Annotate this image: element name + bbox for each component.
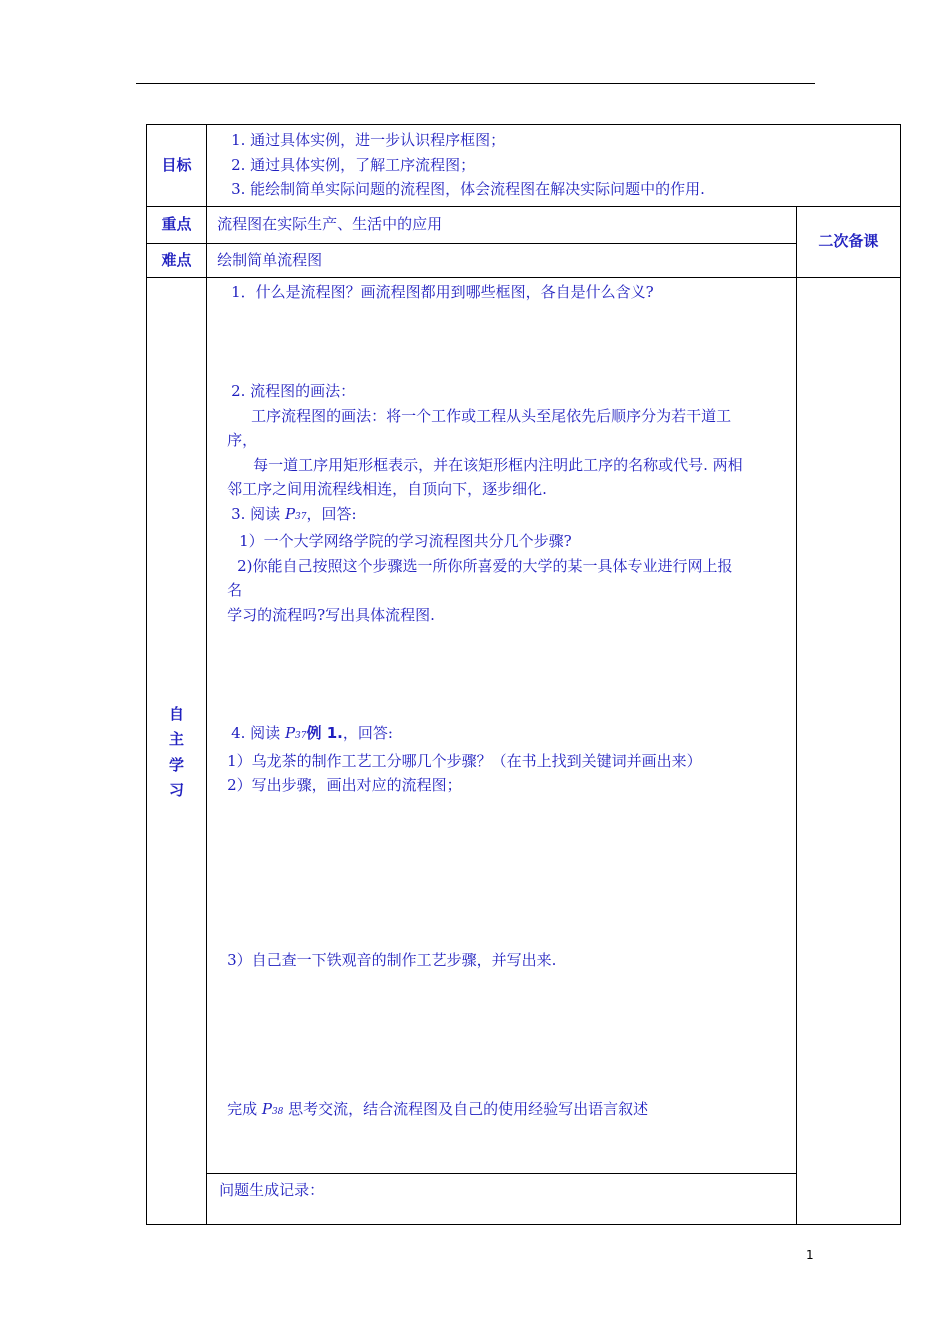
question-2-line: 邻工序之间用流程线相连，自顶向下，逐步细化. — [227, 480, 547, 498]
goals-label: 目标 — [147, 125, 207, 207]
question-3-title — [217, 502, 788, 530]
self-study-char: 学 — [169, 755, 185, 774]
question-2-line: 序， — [227, 431, 258, 449]
second-prep-label: 二次备课 — [796, 206, 900, 277]
goal-item: 1. 通过具体实例，进一步认识程序框图； — [231, 131, 506, 149]
complete-suffix: 思考交流，结合流程图及自己的使用经验写出语言叙述 — [283, 1100, 649, 1118]
question-3-2-line: 名 — [227, 581, 243, 599]
complete-page-num: 38 — [271, 1107, 284, 1117]
complete-page-letter: P — [261, 1100, 272, 1118]
question-4-3: 3）自己查一下铁观音的制作工艺步骤，并写出来. — [227, 950, 557, 969]
questions-record-label: 问题生成记录： — [207, 1174, 797, 1224]
question-2-line: 工序流程图的画法：将一个工作或工程从头至尾依先后顺序分为若干道工 — [251, 406, 732, 425]
difficulty-label: 难点 — [147, 243, 207, 277]
q4-suffix: ，回答: — [342, 724, 393, 742]
difficulty-row — [147, 243, 901, 277]
question-2-title: 2. 流程图的画法： — [231, 382, 356, 400]
lesson-plan-table — [146, 124, 901, 1225]
goal-item: 3. 能绘制简单实际问题的流程图，体会流程图在解决实际问题中的作用. — [231, 180, 705, 198]
goals-content — [207, 125, 901, 207]
self-study-char: 习 — [169, 781, 185, 799]
complete-prefix: 完成 — [227, 1100, 262, 1118]
self-study-content — [207, 277, 797, 1174]
q3-page-num: 37 — [295, 511, 307, 522]
goal-item: 2. 通过具体实例，了解工序流程图； — [231, 155, 476, 174]
question-2-line: 每一道工序用矩形框表示，并在该矩形框内注明此工序的名称或代号. 两相 — [253, 455, 743, 474]
q3-prefix: 3. 阅读 — [231, 504, 285, 523]
key-point-text: 流程图在实际生产、生活中的应用 — [207, 206, 797, 243]
self-study-char: 主 — [169, 730, 185, 748]
question-3-2-line: 2)你能自己按照这个步骤选一所你所喜爱的大学的某一具体专业进行网上报 — [237, 556, 733, 575]
q4-page-num: 37 — [295, 731, 307, 741]
complete-exercise — [217, 1097, 788, 1125]
self-study-row — [147, 277, 901, 1174]
second-prep-area — [796, 277, 900, 1224]
page-number: 1 — [806, 1248, 814, 1262]
question-3-1: 1）一个大学网络学院的学习流程图共分几个步骤? — [239, 532, 572, 550]
q4-prefix: 4. 阅读 — [231, 724, 285, 742]
header-rule — [136, 83, 815, 84]
q3-suffix: ，回答: — [306, 504, 357, 523]
question-3-2-line: 学习的流程吗?写出具体流程图. — [227, 605, 435, 624]
goals-row — [147, 125, 901, 207]
question-1: 1．什么是流程图？画流程图都用到哪些框图，各自是什么含义? — [231, 282, 654, 301]
question-4-1: 1）乌龙茶的制作工艺工分哪几个步骤？（在书上找到关键词并画出来） — [227, 751, 702, 770]
key-point-row — [147, 206, 901, 243]
question-4-title — [217, 721, 788, 749]
questions-record-row — [147, 1174, 901, 1224]
key-point-label: 重点 — [147, 206, 207, 243]
difficulty-text: 绘制简单流程图 — [207, 243, 797, 277]
question-4-2: 2）写出步骤，画出对应的流程图； — [227, 776, 462, 794]
q4-page-letter: P — [284, 724, 296, 742]
self-study-char: 自 — [169, 704, 185, 723]
q4-example: 例 1. — [306, 724, 343, 742]
self-study-label — [147, 277, 207, 1224]
q3-page-letter: P — [284, 504, 296, 523]
